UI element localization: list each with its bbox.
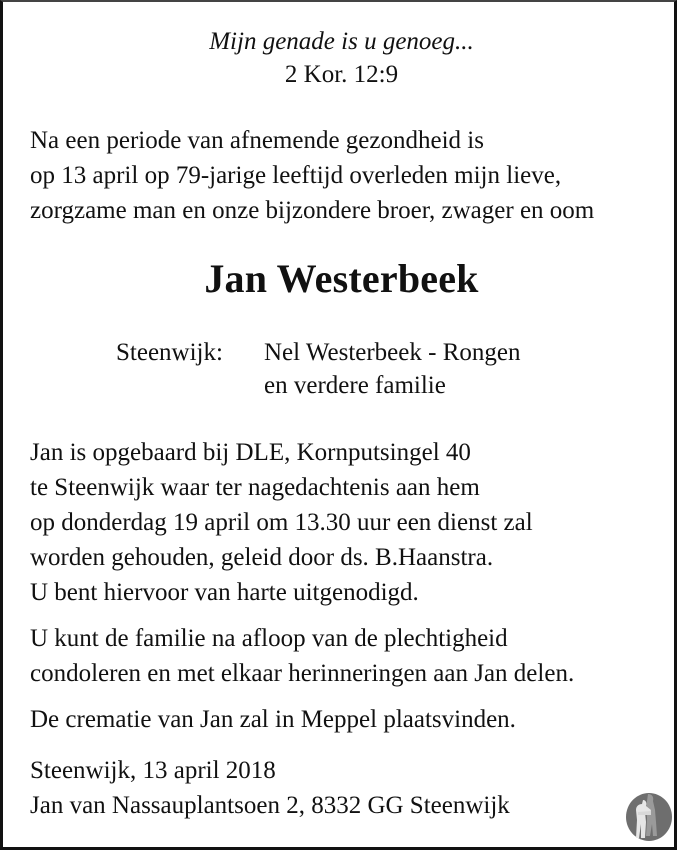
condolence-line: U kunt de familie na afloop van de plechtigheid <box>30 625 508 652</box>
service-line: U bent hiervoor van harte uitgenodigd. <box>30 579 419 606</box>
relatives-place: Steenwijk: <box>116 339 223 366</box>
condolence-line: condoleren en met elkaar herinneringen aan Jan delen. <box>30 660 575 687</box>
service-line: worden gehouden, geleid door ds. B.Haanstra. <box>30 544 494 571</box>
verse-quote: Mijn genade is u genoeg... <box>209 28 474 55</box>
service-line: op donderdag 19 april om 13.30 uur een dienst zal <box>30 509 533 536</box>
place-date: Steenwijk, 13 april 2018 <box>30 757 276 784</box>
address: Jan van Nassauplantsoen 2, 8332 GG Steenwijk <box>30 792 510 819</box>
intro-line: op 13 april op 79-jarige leeftijd overleden mijn lieve, <box>30 162 562 189</box>
embracing-figures-icon <box>624 788 674 844</box>
verse-reference: 2 Kor. 12:9 <box>284 61 399 88</box>
intro-line: zorgzame man en onze bijzondere broer, zwager en oom <box>30 197 595 224</box>
cremation-line: De crematie van Jan zal in Meppel plaatsvinden. <box>30 706 516 733</box>
deceased-name: Jan Westerbeek <box>204 256 479 301</box>
intro-line: Na een periode van afnemende gezondheid is <box>30 127 484 154</box>
service-line: te Steenwijk waar ter nagedachtenis aan hem <box>30 474 480 501</box>
service-line: Jan is opgebaard bij DLE, Kornputsingel 40 <box>30 439 471 466</box>
relatives-line: en verdere familie <box>264 372 446 399</box>
relatives-line: Nel Westerbeek - Rongen <box>264 339 521 366</box>
